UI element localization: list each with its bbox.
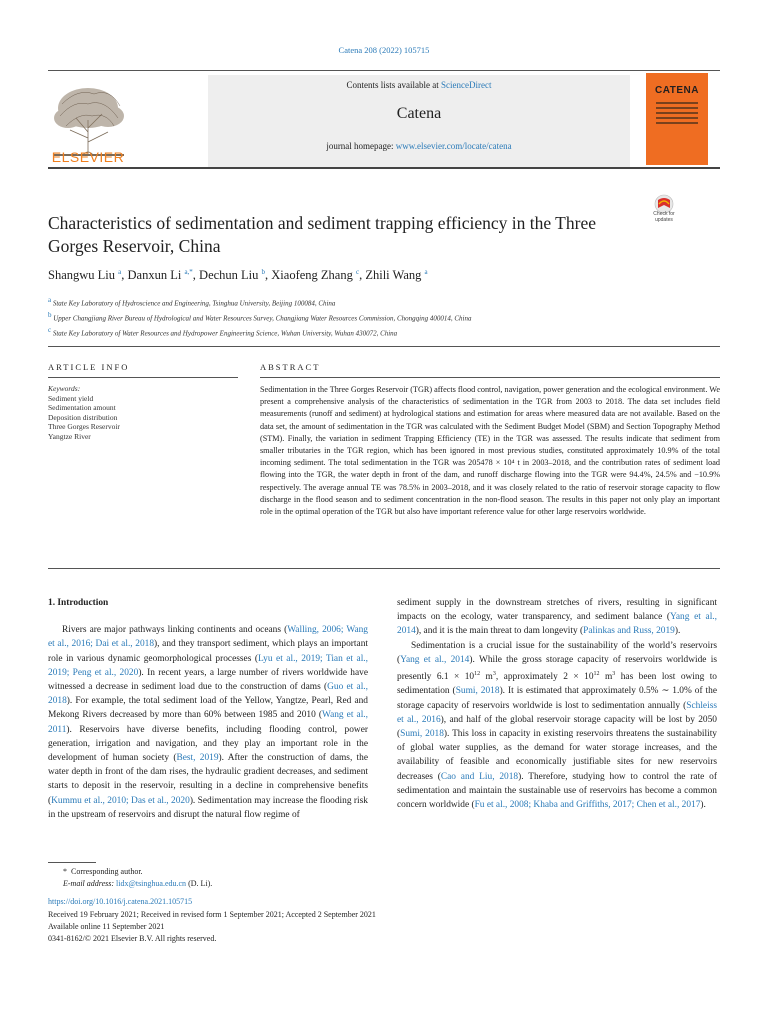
left-paragraphs xyxy=(48,623,368,822)
doi-link[interactable]: https://doi.org/10.1016/j.catena.2021.105715 xyxy=(48,897,193,907)
keyword: Yangtze River xyxy=(48,431,91,441)
available-online: Available online 11 September 2021 xyxy=(48,921,165,931)
corresponding-author-note: * Corresponding author. xyxy=(63,867,143,876)
body-column-right xyxy=(397,596,717,812)
contents-line xyxy=(208,80,630,90)
text-run: m xyxy=(480,672,493,683)
journal-cover-thumbnail[interactable] xyxy=(646,73,708,165)
superscript: 3 xyxy=(492,671,496,678)
text-run: ). xyxy=(674,626,681,637)
journal-info-band xyxy=(208,75,630,167)
citation-link[interactable]: Lyu et al., 2019; Tian et al., 2019; Peng et al., 2020 xyxy=(48,653,368,678)
journal-homepage-link[interactable]: www.elsevier.com/locate/catena xyxy=(395,141,512,151)
citation-link[interactable]: Sumi, 2018 xyxy=(400,728,444,739)
body-paragraph xyxy=(48,623,368,822)
homepage-line xyxy=(208,141,630,151)
text-run: , approximately 2 × 10 xyxy=(495,672,594,683)
copyright-line: 0341-8162/© 2021 Elsevier B.V. All rights reserved. xyxy=(48,934,217,944)
superscript: 12 xyxy=(474,671,481,678)
homepage-prefix: journal homepage: xyxy=(326,141,396,151)
text-run: ). Therefore, studying how to control the rate of sedimentation and maintain the sustainable use of reservoirs has become a common concern worldwide ( xyxy=(397,771,717,810)
author[interactable]: Danxun Li $^{a,*}$ xyxy=(127,268,193,283)
author[interactable]: Dechun Liu $^b$ xyxy=(199,268,266,283)
citation-link[interactable]: Yang et al., 2014 xyxy=(397,612,717,637)
masthead-divider xyxy=(48,167,720,169)
superscript: 3 xyxy=(612,671,616,678)
cover-text-lines xyxy=(656,102,698,124)
article-title: Characteristics of sedimentation and sediment trapping efficiency in the Three Gorges Reservoir, China xyxy=(48,213,596,256)
text-run: Rivers are major pathways linking continents and oceans ( xyxy=(62,625,288,636)
abstract-rule xyxy=(260,377,720,378)
keyword: Sediment yield xyxy=(48,393,94,403)
journal-masthead xyxy=(48,70,720,166)
check-label-line1: Check for xyxy=(653,211,675,217)
text-run: ), and half of the global reservoir storage capacity will be lost by 2050 ( xyxy=(397,714,717,739)
publication-info xyxy=(48,896,708,945)
footnote-divider xyxy=(48,862,96,863)
text-run: sediment supply in the downstream stretches of rivers, resulting in significant impacts on the ecology, water transparency, and sediment balance ( xyxy=(397,598,717,623)
keywords-label: Keywords: xyxy=(48,384,81,393)
contents-prefix: Contents lists available at xyxy=(346,80,441,90)
text-run: ). In recent years, a large number of rivers worldwide have witnessed a decrease in sediment load due to the construction of dams ( xyxy=(48,667,369,693)
citation-link[interactable]: Kummu et al., 2010; Das et al., 2020 xyxy=(51,795,190,806)
author[interactable]: Shangwu Liu $^a$ xyxy=(48,268,122,283)
citation-link[interactable]: Walling, 2006; Wang et al., 2016; Dai et al., 2018 xyxy=(48,625,368,650)
abstract-heading: ABSTRACT xyxy=(260,362,321,372)
text-run: ). After the construction of dams, the water depth in front of the dam rises, the hydraulic gradient decreases, and sediment starts to deposit in the reservoir, resulting in a decline in comprehensive benefits ( xyxy=(48,753,369,806)
superscript: 12 xyxy=(593,671,600,678)
citation-link[interactable]: Wang et al., 2011 xyxy=(48,710,368,735)
article-info-heading: ARTICLE INFO xyxy=(48,362,130,372)
affiliations xyxy=(48,295,708,339)
affiliation-c: $^c$ State Key Laboratory of Water Resources and Hydropower Engineering Science, Wuhan University, Wuhan 430072, China xyxy=(48,325,398,337)
citation-link[interactable]: Cao and Liu, 2018 xyxy=(440,771,519,782)
sciencedirect-link[interactable]: ScienceDirect xyxy=(441,80,492,90)
footnotes xyxy=(48,866,708,945)
keywords-block xyxy=(48,384,238,442)
body-column-left xyxy=(48,596,368,822)
citation-link[interactable]: Sumi, 2018 xyxy=(455,686,500,697)
citation-link[interactable]: Fu et al., 2008; Khaba and Griffiths, 2017; Chen et al., 2017 xyxy=(474,799,701,810)
author-list: Shangwu Liu $^a$, Danxun Li $^{a,*}$, Dechun Liu $^b$, Xiaofeng Zhang $^c$, Zhili Wang $^a$ xyxy=(48,268,428,283)
text-run: Sedimentation is a crucial issue for the sustainability of the world’s reservoirs ( xyxy=(397,640,717,665)
keyword: Three Gorges Reservoir xyxy=(48,422,120,432)
keyword: Sedimentation amount xyxy=(48,403,116,413)
abstract-text: Sedimentation in the Three Gorges Reservoir (TGR) affects flood control, navigation, power generation and the ecological environment. We present a comprehensive analysis of the characteristics of sedimentation in the TGR from 2003 to 2018. The data set includes field measurements (runoff and sediment) at hydrological stations and estimation for areas where measured data are not available. Based on the data set, the amount of sedimentation in the TGR was calculated with the Sediment Budget Model (SBM) and Section Topography Method (STM). Finally, the variation in sediment Trapping Efficiency (TE) in the TGR was assessed. The results indicate that sediment from smaller tributaries in the TGR region, which has been ignored in most previous studies, constituted approximately 10.9% of the total incoming sediment. The total sedimentation in the TGR was 205478 × 10⁴ t in 2003–2018, and the contribution rates of sediment load flowing into the TGR, the water depth in front of the dam, and runoff discharge flowing into the TGR were 94.4%, 24.5% and −10.9% respectively. The average annual TE was 78.5% in 2003–2018, and it was closely related to the ratio of reservoir storage capacity to flow discharge in the flood season and to sediment concentration in the non-flood season. The results in this paper not only play an important role in the optimal operation of the TGR but also have important reference value for other large reservoirs worldwide. xyxy=(260,385,720,517)
journal-title: Catena xyxy=(396,105,442,122)
section-divider xyxy=(48,346,720,347)
article-info-rule xyxy=(48,377,238,378)
text-run: ). Reservoirs have diverse benefits, including flooding control, power generation, irrigation and navigation, and they play an important role in the development of human society ( xyxy=(48,724,368,764)
citation-link[interactable]: Yang et al., 2014 xyxy=(400,654,470,665)
citation-link[interactable]: Guo et al., 2018 xyxy=(48,682,368,707)
publisher-name: ELSEVIER xyxy=(51,149,125,165)
text-run: ). For example, the total sediment load of the Yellow, Yangtze, Pearl, Red and Mekong Rivers decreased by more than 60% between 1985 and 2010 ( xyxy=(48,696,368,721)
text-run: m xyxy=(599,672,613,683)
affiliation-b: $^b$ Upper Changjiang River Bureau of Hydrological and Water Resources Survey, Changjiang Water Resources Commission, Chongqing 400014, China xyxy=(48,310,472,323)
abstract-bottom-divider xyxy=(48,568,720,569)
text-run: ). Sedimentation may increase the flooding risk in the upstream of reservoirs and disrupt the natural flow regime of xyxy=(48,795,368,820)
check-label-line2: updates xyxy=(655,216,673,223)
right-paragraphs xyxy=(397,596,717,812)
section-heading-introduction: 1. Introduction xyxy=(48,598,109,608)
check-for-updates-label[interactable] xyxy=(644,212,684,223)
text-run: ). xyxy=(700,799,706,810)
author[interactable]: Zhili Wang $^a$ xyxy=(365,268,428,283)
body-paragraph xyxy=(397,639,717,813)
body-paragraph xyxy=(397,596,717,639)
text-run: ). It is estimated that approximately 0.5% ∼ 1.0% of the storage capacity of reservoirs worldwide is lost to sedimentation annually ( xyxy=(397,686,717,711)
citation-link[interactable]: Best, 2019 xyxy=(176,753,219,764)
citation-link[interactable]: Schleiss et al., 2016 xyxy=(397,700,717,725)
text-run: ). This loss in capacity in existing reservoirs threatens the sustainability of global water supplies, as the demand for water storage increases, and the availability of feasible and economically justifiable sites for new reservoirs decreases ( xyxy=(397,728,717,782)
journal-citation[interactable]: Catena 208 (2022) 105715 xyxy=(338,45,430,55)
text-run: ), and they transport sediment, which plays an important role in various dynamic geomorphological processes ( xyxy=(48,639,368,664)
text-run: ). While the gross storage capacity of reservoirs worldwide is presently 6.1 × 10 xyxy=(397,654,717,683)
author[interactable]: Xiaofeng Zhang $^c$ xyxy=(271,268,360,283)
cover-title: CATENA xyxy=(655,85,699,96)
email-note: E-mail address: lidx@tsinghua.edu.cn (D. Li). xyxy=(63,879,213,889)
keyword: Deposition distribution xyxy=(48,412,118,422)
text-run: has been lost owing to sedimentation ( xyxy=(397,672,717,697)
text-run: ), and it is the main threat to dam longevity ( xyxy=(415,626,584,637)
email-link[interactable]: lidx@tsinghua.edu.cn xyxy=(116,879,187,889)
citation-link[interactable]: Palinkas and Russ, 2019 xyxy=(583,626,675,637)
affiliation-a: $^a$ State Key Laboratory of Hydroscience and Engineering, Tsinghua University, Beijing 100084, China xyxy=(48,296,336,308)
received-dates: Received 19 February 2021; Received in revised form 1 September 2021; Accepted 2 September 2021 xyxy=(48,909,376,919)
